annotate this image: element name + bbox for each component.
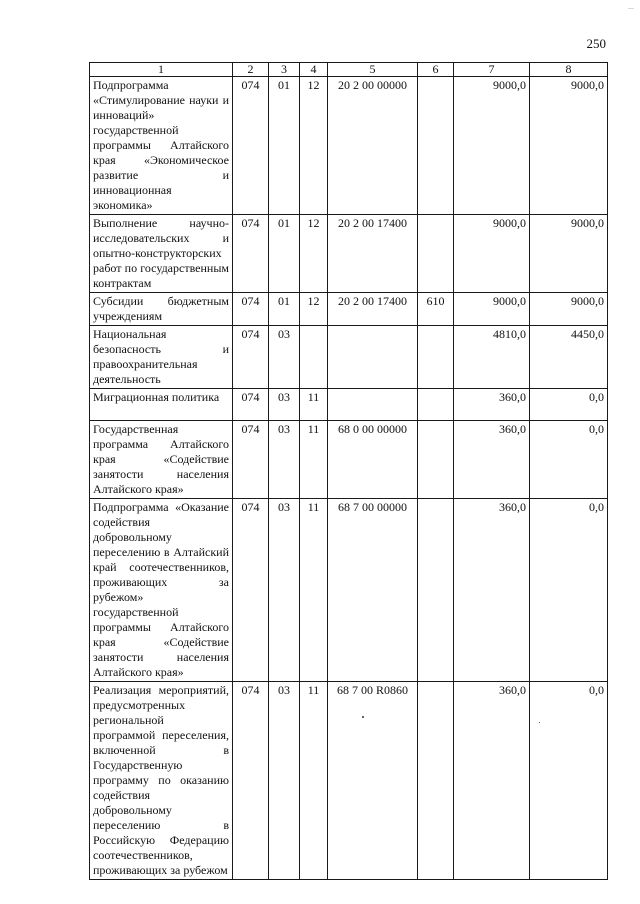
cell-ministry-code: 074	[233, 77, 269, 215]
cell-expense-type	[418, 215, 454, 293]
cell-ministry-code: 074	[233, 389, 269, 421]
cell-section: 03	[269, 682, 300, 880]
cell-section: 03	[269, 499, 300, 682]
cell-subsection: 11	[300, 499, 328, 682]
cell-amount-2: 9000,0	[530, 77, 608, 215]
cell-subsection: 12	[300, 293, 328, 326]
cell-amount-1: 360,0	[454, 499, 530, 682]
cell-expense-type	[418, 326, 454, 389]
cell-subsection: 11	[300, 389, 328, 421]
cell-section: 01	[269, 293, 300, 326]
scan-speck	[362, 716, 364, 718]
cell-subsection: 12	[300, 215, 328, 293]
cell-amount-2: 4450,0	[530, 326, 608, 389]
cell-amount-1: 4810,0	[454, 326, 530, 389]
cell-amount-2: 0,0	[530, 682, 608, 880]
column-header: 6	[418, 63, 454, 77]
row-name: Миграционная политика	[90, 389, 233, 421]
page-number: 250	[586, 36, 606, 51]
cell-expense-type	[418, 389, 454, 421]
table-row	[90, 293, 608, 326]
cell-amount-2: 0,0	[530, 499, 608, 682]
cell-subsection: 12	[300, 77, 328, 215]
column-header: 3	[269, 63, 300, 77]
cell-target-article: 20 2 00 17400	[328, 293, 418, 326]
cell-ministry-code: 074	[233, 421, 269, 499]
cell-ministry-code: 074	[233, 326, 269, 389]
cell-subsection: 11	[300, 682, 328, 880]
cell-expense-type	[418, 499, 454, 682]
table-row	[90, 77, 608, 215]
cell-section: 03	[269, 389, 300, 421]
table-row	[90, 682, 608, 880]
cell-target-article: 68 7 00 R0860	[328, 682, 418, 880]
cell-ministry-code: 074	[233, 215, 269, 293]
table-row	[90, 215, 608, 293]
cell-target-article: 68 7 00 00000	[328, 499, 418, 682]
table-header-row	[90, 63, 608, 77]
cell-target-article	[328, 326, 418, 389]
column-header: 4	[300, 63, 328, 77]
cell-amount-2: 0,0	[530, 389, 608, 421]
cell-target-article	[328, 389, 418, 421]
cell-section: 03	[269, 326, 300, 389]
cell-subsection	[300, 326, 328, 389]
cell-subsection: 11	[300, 421, 328, 499]
row-name: Выполнение научно-исследовательских и опытно-конструкторских работ по государственным контрактам	[90, 215, 233, 293]
table-row	[90, 326, 608, 389]
column-header: 1	[90, 63, 233, 77]
cell-amount-1: 9000,0	[454, 77, 530, 215]
cell-ministry-code: 074	[233, 293, 269, 326]
cell-section: 01	[269, 215, 300, 293]
cell-amount-2: 9000,0	[530, 293, 608, 326]
scan-speck	[539, 722, 540, 723]
cell-amount-1: 9000,0	[454, 293, 530, 326]
cell-expense-type: 610	[418, 293, 454, 326]
row-name: Реализация мероприятий, предусмотренных региональной программой переселения, включенной в Государственную программу по оказанию содействия добровольному переселению в Российскую Федерацию соотечественников, проживающих за рубежом	[90, 682, 233, 880]
cell-amount-1: 360,0	[454, 421, 530, 499]
cell-amount-2: 9000,0	[530, 215, 608, 293]
cell-section: 01	[269, 77, 300, 215]
cell-amount-2: 0,0	[530, 421, 608, 499]
row-name: Подпрограмма «Оказание содействия добровольному переселению в Алтайский край соотечественников, проживающих за рубежом» государственной программы Алтайского края «Содействие занятости населения Алтайского края»	[90, 499, 233, 682]
table-row	[90, 499, 608, 682]
column-header: 5	[328, 63, 418, 77]
cell-amount-1: 9000,0	[454, 215, 530, 293]
row-name: Государственная программа Алтайского края «Содействие занятости населения Алтайского края»	[90, 421, 233, 499]
cell-section: 03	[269, 421, 300, 499]
cell-amount-1: 360,0	[454, 389, 530, 421]
cell-ministry-code: 074	[233, 682, 269, 880]
row-name: Субсидии бюджетным учреждениям	[90, 293, 233, 326]
cell-target-article: 20 2 00 17400	[328, 215, 418, 293]
column-header: 8	[530, 63, 608, 77]
cell-expense-type	[418, 682, 454, 880]
cell-target-article: 20 2 00 00000	[328, 77, 418, 215]
cell-expense-type	[418, 421, 454, 499]
cell-target-article: 68 0 00 00000	[328, 421, 418, 499]
column-header: 7	[454, 63, 530, 77]
cell-expense-type	[418, 77, 454, 215]
corner-mark: ...	[628, 2, 634, 11]
cell-ministry-code: 074	[233, 499, 269, 682]
row-name: Подпрограмма «Стимулирование науки и инноваций» государственной программы Алтайского края «Экономическое развитие и инновационная экономика»	[90, 77, 233, 215]
cell-amount-1: 360,0	[454, 682, 530, 880]
row-name: Национальная безопасность и правоохранительная деятельность	[90, 326, 233, 389]
column-header: 2	[233, 63, 269, 77]
budget-table	[89, 62, 608, 880]
table-row	[90, 389, 608, 421]
table-row	[90, 421, 608, 499]
